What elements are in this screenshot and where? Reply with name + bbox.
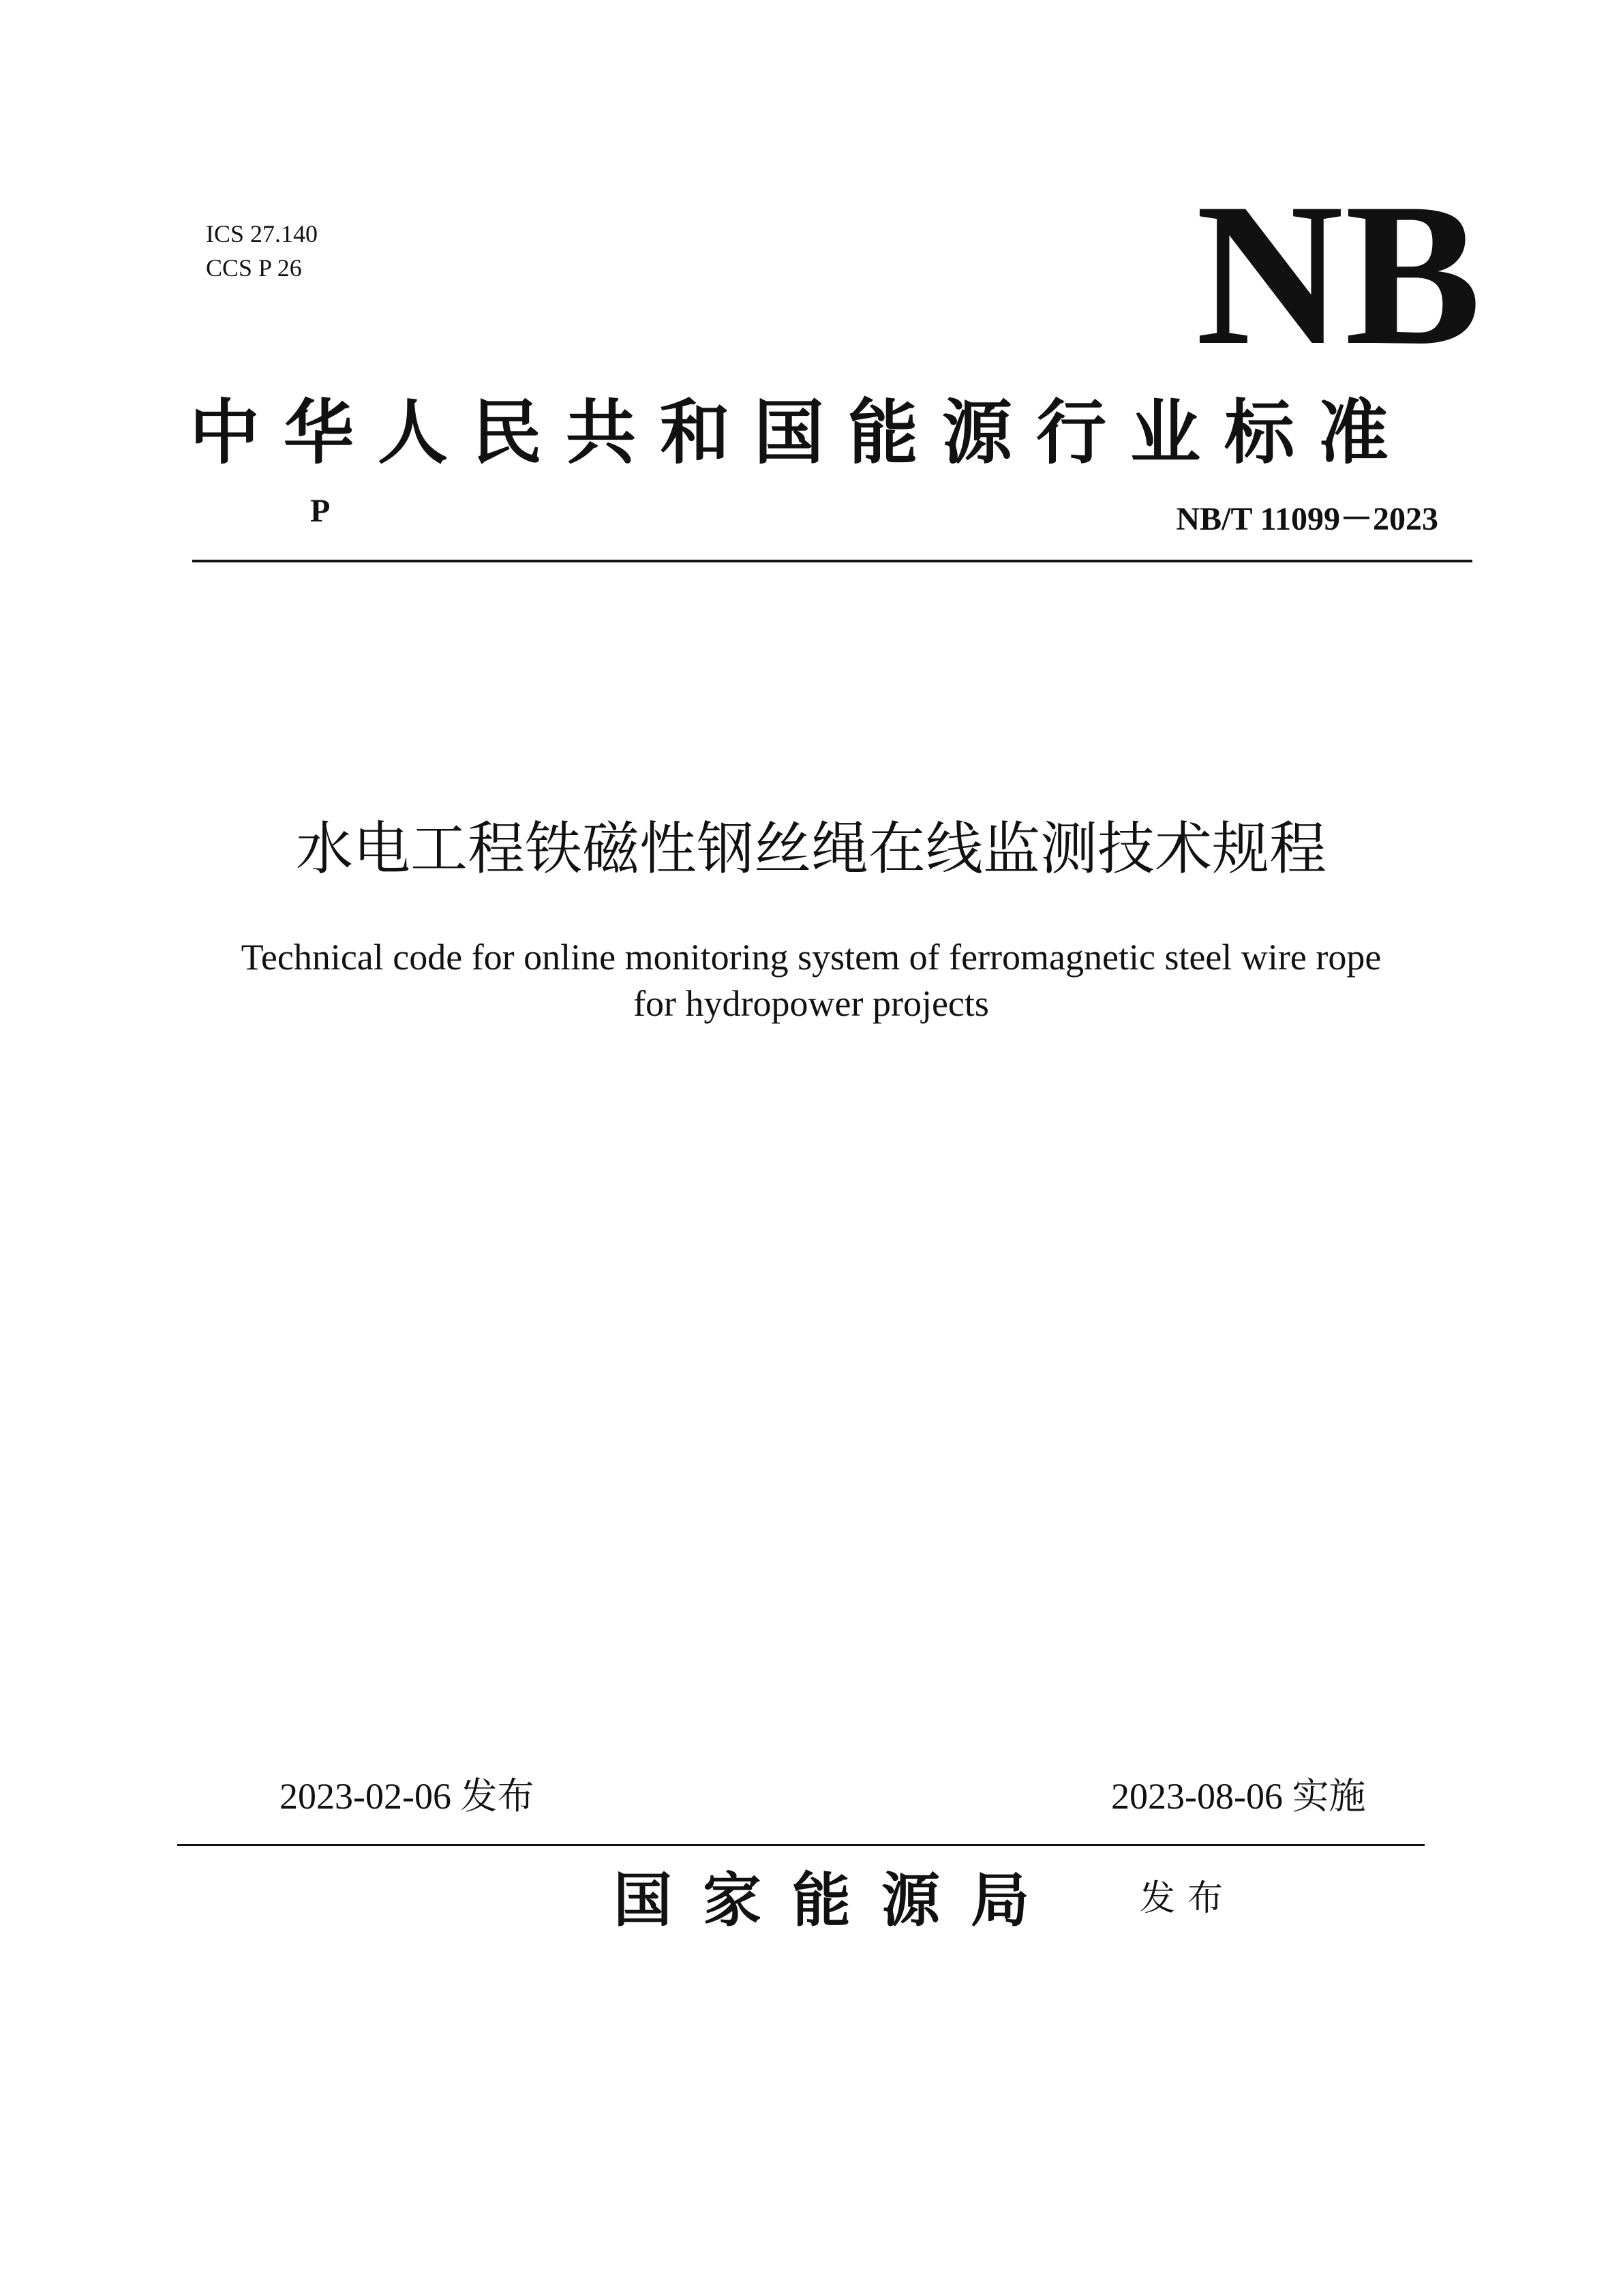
document-title-english: [170, 934, 1452, 1027]
issuing-authority: 国家能源局: [613, 1867, 1060, 1935]
header-divider: [192, 560, 1472, 562]
english-title-line-2: for hydropower projects: [633, 983, 989, 1024]
standard-number: NB/T 11099－2023: [1176, 501, 1438, 537]
industry-standard-title: 中华人民共和国能源行业标准: [189, 392, 1412, 474]
issuing-action: 发布: [1140, 1878, 1236, 1919]
classification-codes: [206, 217, 318, 285]
english-title-line-1: Technical code for online monitoring system of ferromagnetic steel wire rope: [241, 937, 1382, 978]
ics-code: ICS 27.140: [206, 220, 318, 247]
classification-letter: P: [310, 493, 331, 529]
document-title-chinese: 水电工程铁磁性钢丝绳在线监测技术规程: [295, 815, 1326, 882]
ccs-code: CCS P 26: [206, 254, 302, 282]
issue-date: 2023-02-06 发布: [279, 1776, 534, 1817]
footer-divider: [177, 1844, 1425, 1846]
implementation-date: 2023-08-06 实施: [1111, 1776, 1366, 1817]
nb-logo: NB: [1196, 161, 1483, 387]
